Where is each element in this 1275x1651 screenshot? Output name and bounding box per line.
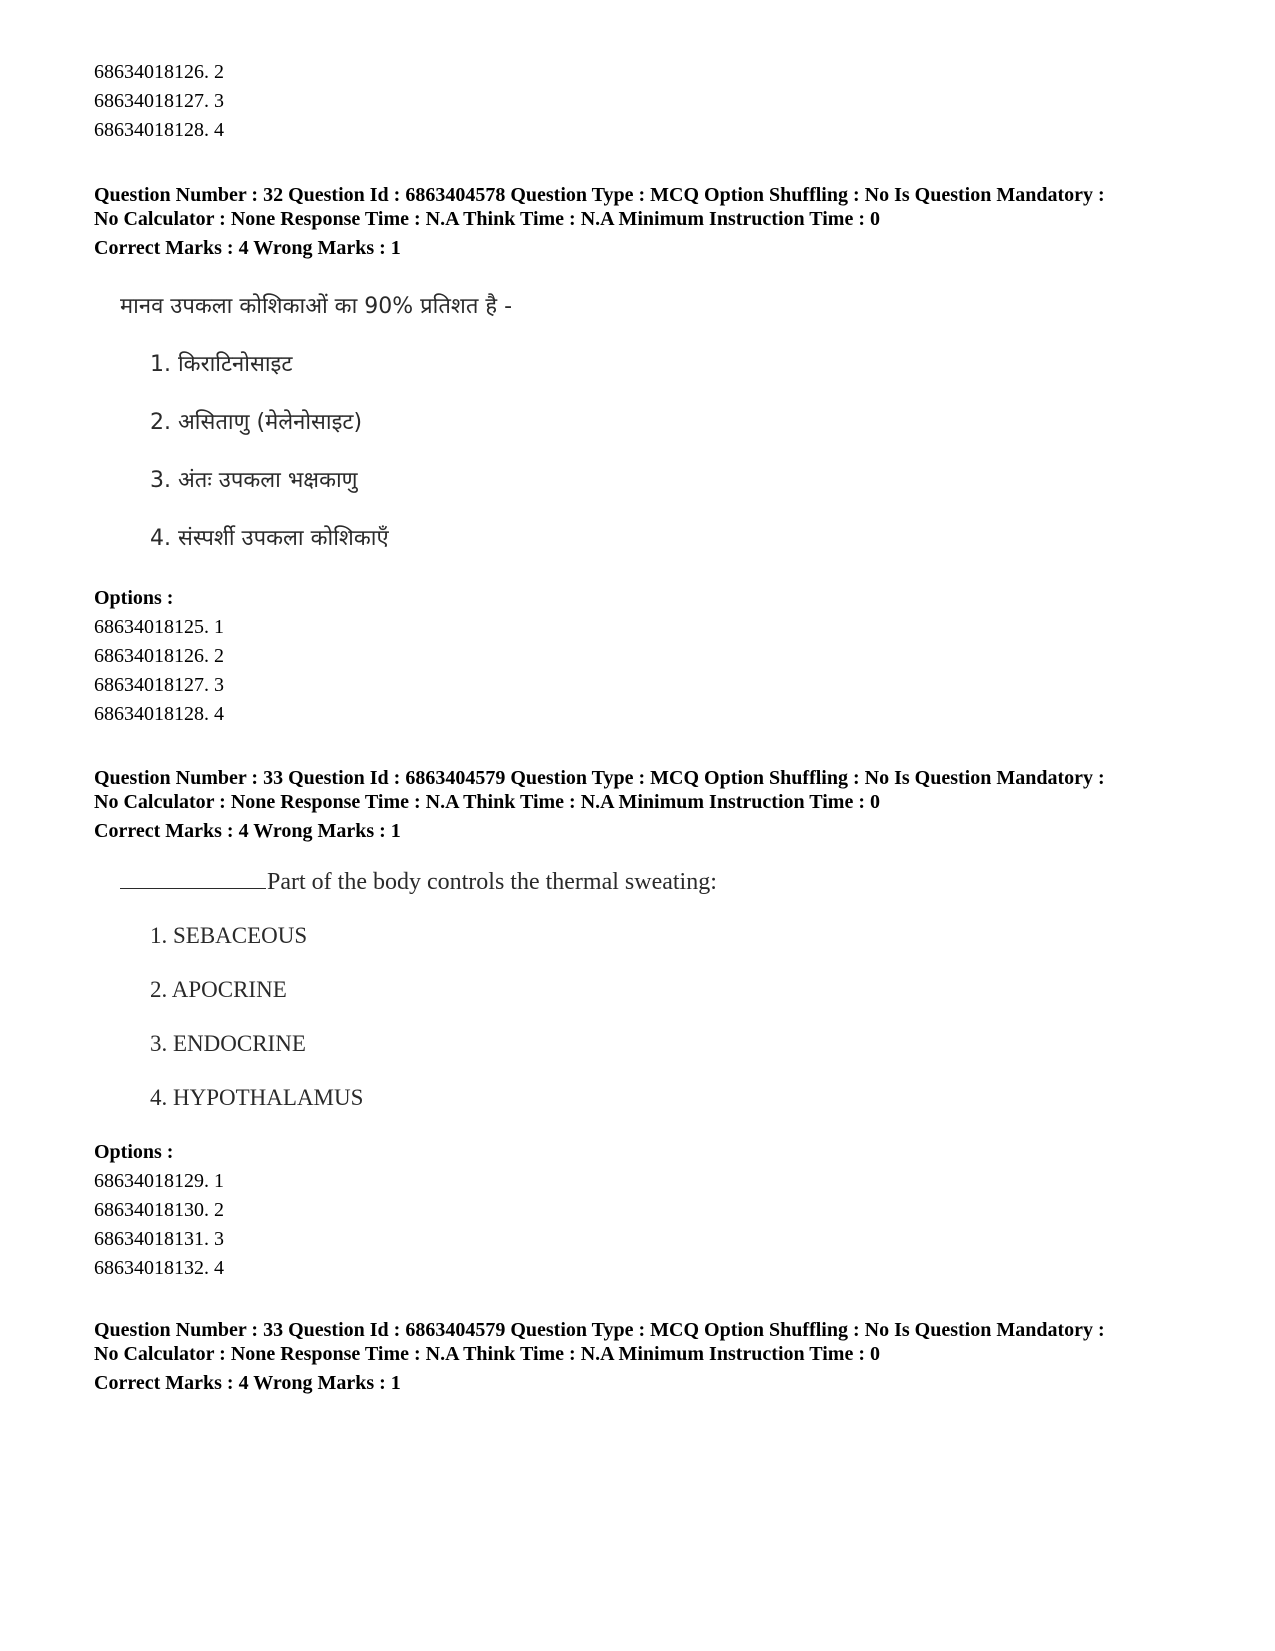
option-line: 68634018126. 2 [94,61,224,83]
option-line: 68634018127. 3 [94,674,224,696]
question-header-line: No Calculator : None Response Time : N.A Think Time : N.A Minimum Instruction Time : 0 [94,791,880,813]
question-choice: 3. ENDOCRINE [150,1031,306,1056]
question-header-line: Question Number : 33 Question Id : 6863404579 Question Type : MCQ Option Shuffling : No Is Question Mandatory : [94,767,1105,789]
option-line: 68634018129. 1 [94,1170,224,1192]
question-stem-text: Part of the body controls the thermal sweating: [267,869,717,895]
option-line: 68634018128. 4 [94,703,224,725]
question-header-line: Question Number : 33 Question Id : 6863404579 Question Type : MCQ Option Shuffling : No Is Question Mandatory : [94,1319,1105,1341]
question-choice: 4. HYPOTHALAMUS [150,1085,364,1110]
question-stem: मानव उपकला कोशिकाओं का 90% प्रतिशत है - [120,294,513,319]
options-label: Options : [94,587,174,609]
option-line: 68634018130. 2 [94,1199,224,1221]
question-choice: 1. किराटिनोसाइट [150,352,293,377]
question-header-line: No Calculator : None Response Time : N.A Think Time : N.A Minimum Instruction Time : 0 [94,1343,880,1365]
option-line: 68634018128. 4 [94,119,224,141]
option-line: 68634018132. 4 [94,1257,224,1279]
question-header-line: Question Number : 32 Question Id : 6863404578 Question Type : MCQ Option Shuffling : No Is Question Mandatory : [94,184,1105,206]
question-choice: 3. अंतः उपकला भक्षकाणु [150,468,358,493]
option-line: 68634018127. 3 [94,90,224,112]
question-marks: Correct Marks : 4 Wrong Marks : 1 [94,820,401,842]
options-label: Options : [94,1141,174,1163]
question-choice: 4. संस्पर्शी उपकला कोशिकाएँ [150,526,389,551]
option-line: 68634018131. 3 [94,1228,224,1250]
question-marks: Correct Marks : 4 Wrong Marks : 1 [94,237,401,259]
question-choice: 1. SEBACEOUS [150,923,308,948]
question-header-line: No Calculator : None Response Time : N.A Think Time : N.A Minimum Instruction Time : 0 [94,208,880,230]
fill-blank-line [120,887,266,889]
question-choice: 2. असिताणु (मेलेनोसाइट) [150,410,363,435]
option-line: 68634018125. 1 [94,616,224,638]
question-marks: Correct Marks : 4 Wrong Marks : 1 [94,1372,401,1394]
option-line: 68634018126. 2 [94,645,224,667]
question-stem [120,867,717,897]
question-choice: 2. APOCRINE [150,977,287,1002]
